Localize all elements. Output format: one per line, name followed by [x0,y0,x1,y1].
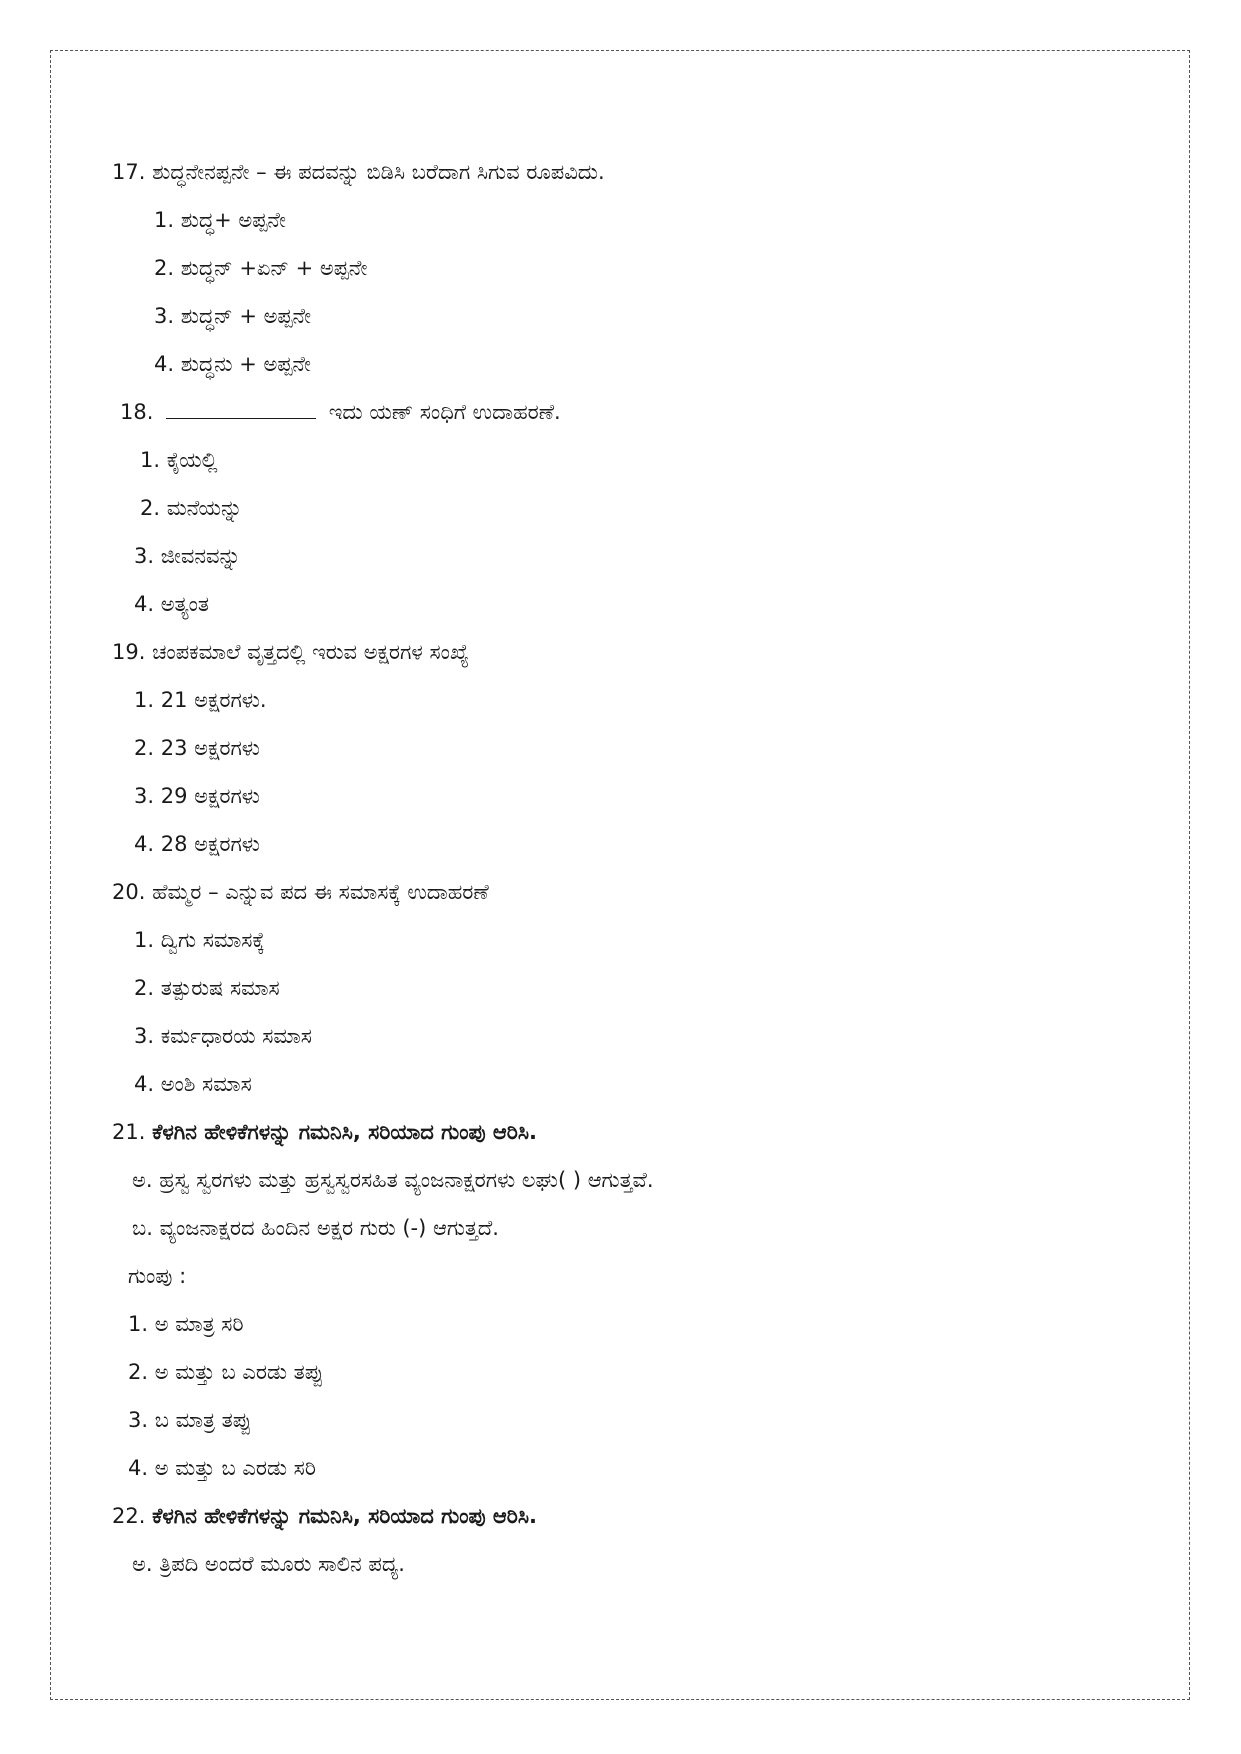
q21-statement-a: ಅ. ಹ್ರಸ್ವ ಸ್ವರಗಳು ಮತ್ತು ಹ್ರಸ್ವಸ್ವರಸಹಿತ ವ್ಯಂಜನಾಕ್ಷರಗಳು ಲಘು( ) ಆಗುತ್ತವೆ. [132,1168,654,1192]
q19-option-2: 2. 23 ಅಕ್ಷರಗಳು [134,736,260,760]
q19-option-3: 3. 29 ಅಕ್ಷರಗಳು [134,784,260,808]
question-sheet [112,148,1152,1588]
question-17: 17. ಶುದ್ಧನೇನಪ್ಪನೇ – ಈ ಪದವನ್ನು ಬಿಡಿಸಿ ಬರೆದಾಗ ಸಿಗುವ ರೂಪವಿದು. [112,160,605,184]
q21-option-2: 2. ಅ ಮತ್ತು ಬ ಎರಡು ತಪ್ಪು [128,1360,324,1384]
question-22 [112,1492,1152,1540]
q20-option-1: 1. ದ್ವಿಗು ಸಮಾಸಕ್ಕೆ [134,928,265,952]
q21-option-3: 3. ಬ ಮಾತ್ರ ತಪ್ಪು [128,1408,252,1432]
question-22-number: 22. [112,1504,146,1528]
q21-option-4: 4. ಅ ಮತ್ತು ಬ ಎರಡು ಸರಿ [128,1456,316,1480]
q20-option-2: 2. ತತ್ಪುರುಷ ಸಮಾಸ [134,976,280,1000]
q18-option-2: 2. ಮನೆಯನ್ನು [140,496,243,520]
q22-statement-a: ಅ. ತ್ರಿಪದಿ ಅಂದರೆ ಮೂರು ಸಾಲಿನ ಪದ್ಯ. [132,1552,405,1576]
q21-statement-b: ಬ. ವ್ಯಂಜನಾಕ್ಷರದ ಹಿಂದಿನ ಅಕ್ಷರ ಗುರು (-) ಆಗುತ್ತದೆ. [132,1216,499,1240]
q17-option-3: 3. ಶುದ್ಧನ್ + ಅಪ್ಪನೇ [154,304,312,328]
q18-option-4: 4. ಅತ್ಯಂತ [134,592,210,616]
q18-option-1: 1. ಕೈಯಲ್ಲಿ [140,448,218,472]
q20-option-3: 3. ಕರ್ಮಧಾರಯ ಸಮಾಸ [134,1024,312,1048]
question-21-number: 21. [112,1120,146,1144]
q19-option-4: 4. 28 ಅಕ್ಷರಗಳು [134,832,260,856]
q17-option-1: 1. ಶುದ್ಧ+ ಅಪ್ಪನೇ [154,208,286,232]
q20-option-4: 4. ಅಂಶಿ ಸಮಾಸ [134,1072,252,1096]
q18-option-3: 3. ಜೀವನವನ್ನು [134,544,241,568]
question-22-heading: ಕೆಳಗಿನ ಹೇಳಿಕೆಗಳನ್ನು ಗಮನಿಸಿ, ಸರಿಯಾದ ಗುಂಪು ಆರಿಸಿ. [152,1504,537,1528]
q19-option-1: 1. 21 ಅಕ್ಷರಗಳು. [134,688,267,712]
question-21 [112,1108,1152,1156]
question-19: 19. ಚಂಪಕಮಾಲೆ ವೃತ್ತದಲ್ಲಿ ಇರುವ ಅಕ್ಷರಗಳ ಸಂಖ್ಯೆ [112,640,469,664]
q21-group-label: ಗುಂಪು : [128,1264,187,1288]
question-18 [112,388,1152,436]
fill-in-blank [166,400,316,419]
question-21-heading: ಕೆಳಗಿನ ಹೇಳಿಕೆಗಳನ್ನು ಗಮನಿಸಿ, ಸರಿಯಾದ ಗುಂಪು ಆರಿಸಿ. [152,1120,537,1144]
q17-option-4: 4. ಶುದ್ಧನು + ಅಪ್ಪನೇ [154,352,311,376]
question-18-text: ಇದು ಯಣ್ ಸಂಧಿಗೆ ಉದಾಹರಣೆ. [328,400,561,424]
q21-option-1: 1. ಅ ಮಾತ್ರ ಸರಿ [128,1312,244,1336]
question-18-number: 18. [120,400,154,424]
question-20: 20. ಹೆಮ್ಮರ – ಎನ್ನುವ ಪದ ಈ ಸಮಾಸಕ್ಕೆ ಉದಾಹರಣೆ [112,880,489,904]
q17-option-2: 2. ಶುದ್ಧನ್ +ಏನ್ + ಅಪ್ಪನೇ [154,256,368,280]
